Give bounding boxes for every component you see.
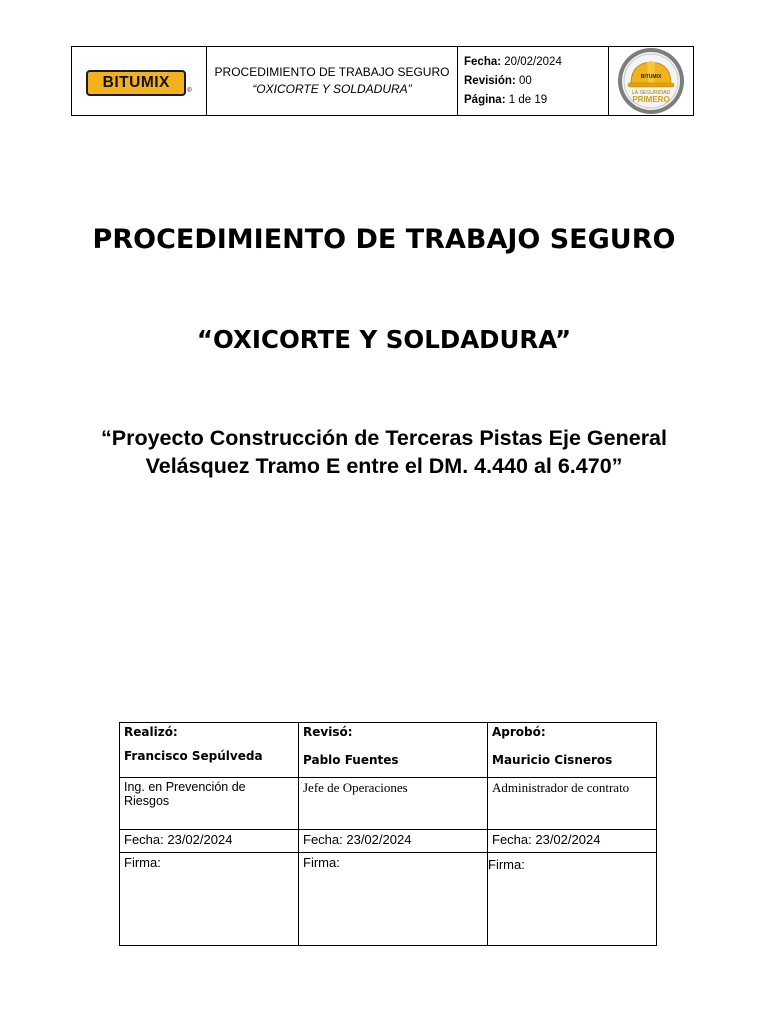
logo-text: BITUMIX bbox=[102, 74, 170, 91]
realizo-role: Realizó: bbox=[124, 725, 178, 739]
realizo-name: Francisco Sepúlveda bbox=[124, 749, 263, 763]
revision-value: 00 bbox=[518, 74, 532, 87]
reviso-firma: Firma: bbox=[299, 853, 488, 946]
revision-row bbox=[464, 72, 608, 91]
project-line2: Velásquez Tramo E entre el DM. 4.440 al 6.470” bbox=[145, 454, 623, 478]
aprobo-firma: Firma: bbox=[488, 857, 525, 872]
pagina-row bbox=[464, 91, 608, 110]
reviso-position: Jefe de Operaciones bbox=[299, 778, 488, 830]
document-subtitle: “OXICORTE Y SOLDADURA” bbox=[196, 325, 572, 354]
realizo-position bbox=[120, 778, 299, 830]
project-line1: “Proyecto Construcción de Terceras Pistas Eje General bbox=[101, 426, 667, 450]
realizo-firma: Firma: bbox=[120, 853, 299, 946]
seal-line2: PRIMERO bbox=[632, 95, 670, 104]
realizo-cell bbox=[120, 723, 299, 778]
realizo-fecha: Fecha: 23/02/2024 bbox=[120, 830, 299, 853]
fecha-label: Fecha: bbox=[464, 55, 502, 68]
aprobo-firma-cell bbox=[488, 853, 657, 946]
reviso-cell bbox=[299, 723, 488, 778]
seal-helmet-text: BITUMIX bbox=[640, 74, 662, 80]
header-title bbox=[207, 47, 458, 116]
realizo-position-text: Ing. en Prevención de Riesgos bbox=[124, 780, 246, 808]
seal-cell bbox=[609, 47, 694, 116]
aprobo-fecha: Fecha: 23/02/2024 bbox=[488, 830, 657, 853]
seal-line1: LA SEGURIDAD bbox=[631, 90, 671, 96]
reviso-name: Pablo Fuentes bbox=[303, 753, 399, 767]
header-meta bbox=[458, 47, 609, 116]
aprobo-name: Mauricio Cisneros bbox=[492, 753, 613, 767]
aprobo-cell bbox=[488, 723, 657, 778]
header-title-line2: “OXICORTE Y SOLDADURA” bbox=[252, 82, 412, 96]
revision-label: Revisión: bbox=[464, 74, 516, 87]
bitumix-logo bbox=[86, 70, 186, 96]
aprobo-position: Administrador de contrato bbox=[488, 778, 657, 830]
document-header bbox=[71, 46, 694, 116]
registered-mark: ® bbox=[187, 88, 192, 94]
fecha-row bbox=[464, 53, 608, 72]
document-title: PROCEDIMIENTO DE TRABAJO SEGURO bbox=[92, 224, 676, 255]
fecha-value: 20/02/2024 bbox=[504, 55, 562, 68]
signatures-table bbox=[119, 722, 657, 946]
reviso-fecha: Fecha: 23/02/2024 bbox=[299, 830, 488, 853]
safety-helmet-seal-icon bbox=[609, 47, 693, 115]
aprobo-role: Aprobó: bbox=[492, 725, 546, 739]
pagina-value: 1 de 19 bbox=[508, 93, 548, 106]
project-name bbox=[60, 424, 708, 480]
logo-cell bbox=[72, 47, 207, 116]
header-title-line1: PROCEDIMIENTO DE TRABAJO SEGURO bbox=[214, 65, 450, 79]
pagina-label: Página: bbox=[464, 93, 506, 106]
reviso-role: Revisó: bbox=[303, 725, 353, 739]
